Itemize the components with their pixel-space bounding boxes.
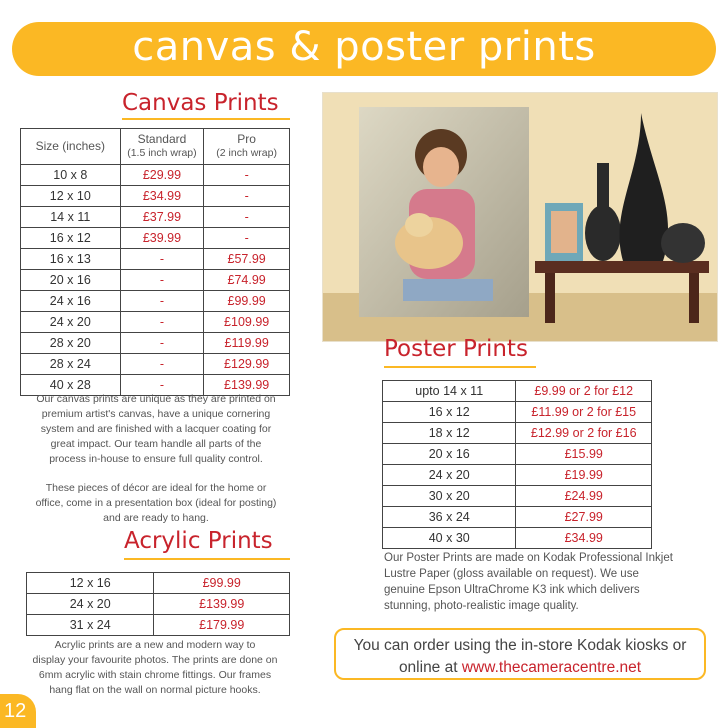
canvas-row (21, 249, 290, 270)
canvas-row-standard-cell: - (120, 354, 204, 375)
poster-row (383, 507, 652, 528)
poster-row-size-cell: 40 x 30 (383, 528, 516, 549)
poster-row-price-cell: £27.99 (516, 507, 652, 528)
canvas-row-size-cell: 16 x 13 (21, 249, 121, 270)
poster-row (383, 402, 652, 423)
acrylic-heading-underline (124, 558, 290, 560)
poster-row (383, 381, 652, 402)
canvas-row-size-cell: 40 x 28 (21, 375, 121, 396)
canvas-row (21, 291, 290, 312)
canvas-row-standard-cell: - (120, 291, 204, 312)
poster-row-price-cell: £19.99 (516, 465, 652, 486)
canvas-row-standard-cell: £29.99 (120, 165, 204, 186)
canvas-row-pro-cell: £109.99 (204, 312, 290, 333)
text-line: display your favourite photos. The prints are done on (32, 654, 278, 666)
acrylic-price-table (26, 572, 290, 636)
poster-prints-heading: Poster Prints (384, 336, 528, 362)
canvas-row-pro-cell: £119.99 (204, 333, 290, 354)
canvas-row-standard-cell: - (120, 375, 204, 396)
acrylic-description (10, 638, 300, 698)
canvas-row-size-cell: 14 x 11 (21, 207, 121, 228)
canvas-row (21, 312, 290, 333)
canvas-description (14, 392, 298, 467)
canvas-row-size-cell: 10 x 8 (21, 165, 121, 186)
order-info-box (334, 628, 706, 680)
text-line: stunning, photo-realistic image quality. (384, 600, 579, 612)
canvas-heading-underline (122, 118, 290, 120)
canvas-row-size-cell: 20 x 16 (21, 270, 121, 291)
canvas-row-standard-cell: - (120, 270, 204, 291)
poster-row-size-cell: 18 x 12 (383, 423, 516, 444)
poster-row (383, 423, 652, 444)
acrylic-row-price-cell: £179.99 (154, 615, 290, 636)
canvas-row-pro-cell: - (204, 207, 290, 228)
canvas-row-pro-cell: - (204, 228, 290, 249)
poster-row-size-cell: 30 x 20 (383, 486, 516, 507)
poster-row-size-cell: 16 x 12 (383, 402, 516, 423)
poster-description (384, 550, 714, 614)
poster-row-price-cell: £24.99 (516, 486, 652, 507)
poster-row-size-cell: upto 14 x 11 (383, 381, 516, 402)
acrylic-row-size-cell: 24 x 20 (27, 594, 154, 615)
canvas-row-pro-cell: £129.99 (204, 354, 290, 375)
canvas-row (21, 186, 290, 207)
text-line: hang flat on the wall on normal picture hooks. (49, 684, 261, 696)
text-line: Lustre Paper (gloss available on request). We use (384, 568, 639, 580)
page-title: canvas & poster prints (132, 24, 596, 70)
text-line: These pieces of décor are ideal for the home or (45, 482, 267, 494)
poster-row-price-cell: £15.99 (516, 444, 652, 465)
page-number: 12 (0, 694, 36, 728)
canvas-row-size-cell: 24 x 16 (21, 291, 121, 312)
canvas-row (21, 354, 290, 375)
canvas-row-size-cell: 28 x 20 (21, 333, 121, 354)
text-line: 6mm acrylic with stain chrome fittings. Our frames (38, 669, 272, 681)
girl-with-puppy-image (323, 93, 717, 341)
canvas-row-standard-cell: £39.99 (120, 228, 204, 249)
poster-row-size-cell: 24 x 20 (383, 465, 516, 486)
poster-row-price-cell: £12.99 or 2 for £16 (516, 423, 652, 444)
order-line-1: You can order using the in-store Kodak kiosks or (353, 637, 687, 654)
acrylic-row-price-cell: £99.99 (154, 573, 290, 594)
poster-price-table (382, 380, 652, 549)
text-line: and are ready to hang. (103, 512, 209, 524)
acrylic-row-size-cell: 12 x 16 (27, 573, 154, 594)
text-line: genuine Epson UltraChrome K3 ink which delivers (384, 584, 640, 596)
acrylic-row (27, 615, 290, 636)
poster-row-price-cell: £34.99 (516, 528, 652, 549)
canvas-row (21, 207, 290, 228)
canvas-row-standard-cell: - (120, 249, 204, 270)
poster-row-price-cell: £11.99 or 2 for £15 (516, 402, 652, 423)
canvas-row-pro-cell: - (204, 165, 290, 186)
website-link[interactable]: www.thecameracentre.net (461, 659, 642, 676)
acrylic-row-size-cell: 31 x 24 (27, 615, 154, 636)
poster-row-size-cell: 36 x 24 (383, 507, 516, 528)
canvas-photo (322, 92, 718, 342)
poster-row (383, 465, 652, 486)
title-banner (12, 22, 716, 76)
poster-heading-underline (384, 366, 536, 368)
canvas-description-2 (14, 481, 298, 526)
text-line: system and are finished with a lacquer coating for (40, 423, 272, 435)
canvas-row-pro-cell: £57.99 (204, 249, 290, 270)
canvas-row (21, 165, 290, 186)
canvas-price-table (20, 128, 290, 396)
canvas-prints-heading: Canvas Prints (122, 90, 279, 116)
canvas-row-standard-cell: £37.99 (120, 207, 204, 228)
canvas-row (21, 270, 290, 291)
canvas-row-standard-cell: - (120, 333, 204, 354)
acrylic-row (27, 594, 290, 615)
canvas-row-size-cell: 28 x 24 (21, 354, 121, 375)
text-line: office, come in a presentation box (ideal for posting) (35, 497, 277, 509)
text-line: premium artist's canvas, have a unique cornering (41, 408, 271, 420)
canvas-row (21, 333, 290, 354)
standard-column-header: Standard (1.5 inch wrap) (120, 129, 204, 165)
canvas-row-size-cell: 12 x 10 (21, 186, 121, 207)
text-line: Our Poster Prints are made on Kodak Professional Inkjet (384, 552, 673, 564)
poster-row-price-cell: £9.99 or 2 for £12 (516, 381, 652, 402)
pro-column-header: Pro (2 inch wrap) (204, 129, 290, 165)
acrylic-prints-heading: Acrylic Prints (124, 528, 273, 554)
poster-row-size-cell: 20 x 16 (383, 444, 516, 465)
acrylic-row-price-cell: £139.99 (154, 594, 290, 615)
canvas-row-standard-cell: £34.99 (120, 186, 204, 207)
text-line: process in-house to ensure full quality control. (49, 453, 263, 465)
canvas-row-size-cell: 24 x 20 (21, 312, 121, 333)
order-line-2: online at www.thecameracentre.net (398, 659, 642, 676)
canvas-row-pro-cell: £139.99 (204, 375, 290, 396)
canvas-row-pro-cell: £99.99 (204, 291, 290, 312)
acrylic-row (27, 573, 290, 594)
canvas-row-standard-cell: - (120, 312, 204, 333)
canvas-row (21, 228, 290, 249)
canvas-row-pro-cell: £74.99 (204, 270, 290, 291)
poster-row (383, 486, 652, 507)
text-line: Our canvas prints are unique as they are printed on (36, 393, 276, 405)
canvas-row-pro-cell: - (204, 186, 290, 207)
poster-row (383, 528, 652, 549)
size-column-header: Size (inches) (21, 129, 121, 165)
canvas-row-size-cell: 16 x 12 (21, 228, 121, 249)
text-line: great impact. Our team handle all parts of the (50, 438, 262, 450)
poster-row (383, 444, 652, 465)
text-line: Acrylic prints are a new and modern way to (54, 639, 256, 651)
